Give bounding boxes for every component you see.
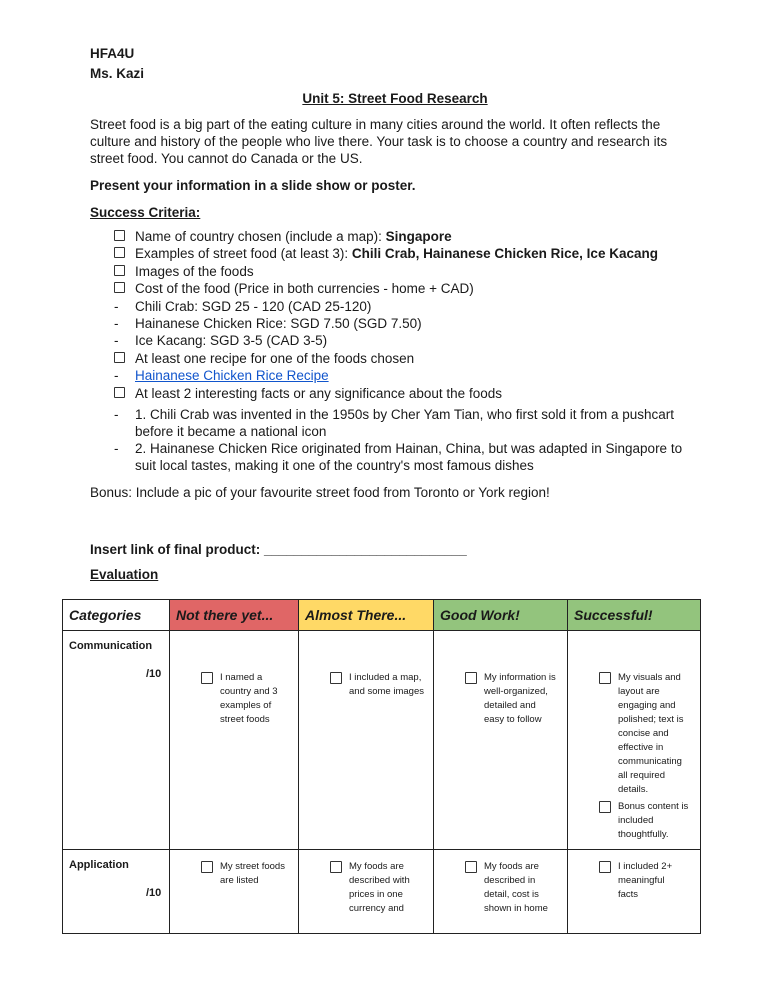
criterion-cost: Cost of the food (Price in both currencies - home + CAD) bbox=[114, 280, 700, 297]
criteria-list bbox=[90, 228, 700, 402]
rubric-cell: My foods are described in detail, cost is shown in home bbox=[434, 850, 568, 934]
checkbox[interactable] bbox=[114, 230, 125, 241]
document-page bbox=[90, 44, 700, 582]
evaluation-heading: Evaluation bbox=[90, 567, 159, 583]
rubric-header-row bbox=[63, 600, 701, 631]
category-score: /10 bbox=[146, 887, 162, 899]
fact-item: - 2. Hainanese Chicken Rice originated from Hainan, China, but was adapted in Singapore to suit local tastes, making it one of the country's most famous dishes bbox=[114, 441, 683, 474]
rubric-row-application bbox=[63, 850, 701, 934]
checkbox[interactable] bbox=[465, 861, 477, 873]
checkbox[interactable] bbox=[330, 861, 342, 873]
insert-link-line[interactable]: Insert link of final product: ___________________________ bbox=[90, 542, 467, 558]
fact-item: - 1. Chili Crab was invented in the 1950s by Cher Yam Tian, who first sold it from a pushcart before it became a national icon bbox=[114, 407, 675, 440]
header-successful: Successful! bbox=[568, 600, 701, 631]
criterion-examples: Examples of street food (at least 3): Chili Crab, Hainanese Chicken Rice, Ice Kacang bbox=[114, 245, 700, 262]
checkbox[interactable] bbox=[114, 387, 125, 398]
checkbox[interactable] bbox=[114, 247, 125, 258]
checkbox[interactable] bbox=[599, 801, 611, 813]
rubric-row-communication bbox=[63, 631, 701, 850]
checkbox[interactable] bbox=[330, 672, 342, 684]
success-criteria-heading: Success Criteria: bbox=[90, 205, 201, 220]
checkbox[interactable] bbox=[114, 352, 125, 363]
checkbox[interactable] bbox=[114, 282, 125, 293]
criterion-country: Name of country chosen (include a map): Singapore bbox=[114, 228, 700, 245]
category-name: Application bbox=[69, 859, 129, 871]
course-code: HFA4U bbox=[90, 46, 135, 61]
teacher-name: Ms. Kazi bbox=[90, 66, 145, 81]
header-not-there-yet: Not there yet... bbox=[170, 600, 299, 631]
criterion-recipe: At least one recipe for one of the foods chosen bbox=[114, 350, 700, 367]
checkbox[interactable] bbox=[114, 265, 125, 276]
rubric-cell: My visuals and layout are engaging and polished; text is concise and effective in communicating all required details. Bonus content is included thoughtfully. bbox=[568, 631, 701, 850]
checkbox[interactable] bbox=[201, 861, 213, 873]
checkbox[interactable] bbox=[465, 672, 477, 684]
intro-paragraph: Street food is a big part of the eating culture in many cities around the world. It often reflects the culture and history of the people who live there. Your task is to choose a country and research its street food. You cannot do Canada or the US. bbox=[90, 117, 668, 166]
category-cell bbox=[63, 850, 170, 934]
criterion-facts: At least 2 interesting facts or any significance about the foods bbox=[114, 385, 700, 402]
rubric-cell: I included 2+ meaningful facts bbox=[568, 850, 701, 934]
category-name: Communication bbox=[69, 640, 153, 652]
category-score: /10 bbox=[146, 668, 162, 680]
bonus-text: Bonus: Include a pic of your favourite street food from Toronto or York region! bbox=[90, 485, 550, 501]
criterion-images: Images of the foods bbox=[114, 263, 700, 280]
price-ice-kacang: - Ice Kacang: SGD 3-5 (CAD 3-5) bbox=[114, 333, 328, 349]
recipe-item: - Hainanese Chicken Rice Recipe bbox=[114, 368, 329, 384]
rubric-table bbox=[62, 599, 701, 934]
rubric-cell: My street foods are listed bbox=[170, 850, 299, 934]
price-chili-crab: - Chili Crab: SGD 25 - 120 (CAD 25-120) bbox=[114, 298, 372, 314]
checkbox[interactable] bbox=[599, 861, 611, 873]
header-categories: Categories bbox=[63, 600, 170, 631]
header-good-work: Good Work! bbox=[434, 600, 568, 631]
checkbox[interactable] bbox=[201, 672, 213, 684]
present-instruction: Present your information in a slide show or poster. bbox=[90, 178, 416, 193]
price-chicken-rice: - Hainanese Chicken Rice: SGD 7.50 (SGD 7.50) bbox=[114, 316, 422, 332]
rubric-cell: My information is well-organized, detailed and easy to follow bbox=[434, 631, 568, 850]
rubric-cell: I included a map, and some images bbox=[299, 631, 434, 850]
recipe-link[interactable]: Hainanese Chicken Rice Recipe bbox=[135, 368, 329, 384]
rubric-cell: I named a country and 3 examples of street foods bbox=[170, 631, 299, 850]
facts-list bbox=[90, 406, 700, 474]
category-cell bbox=[63, 631, 170, 850]
page-title: Unit 5: Street Food Research bbox=[302, 91, 488, 106]
rubric-cell: My foods are described with prices in one currency and bbox=[299, 850, 434, 934]
checkbox[interactable] bbox=[599, 672, 611, 684]
header-almost-there: Almost There... bbox=[299, 600, 434, 631]
